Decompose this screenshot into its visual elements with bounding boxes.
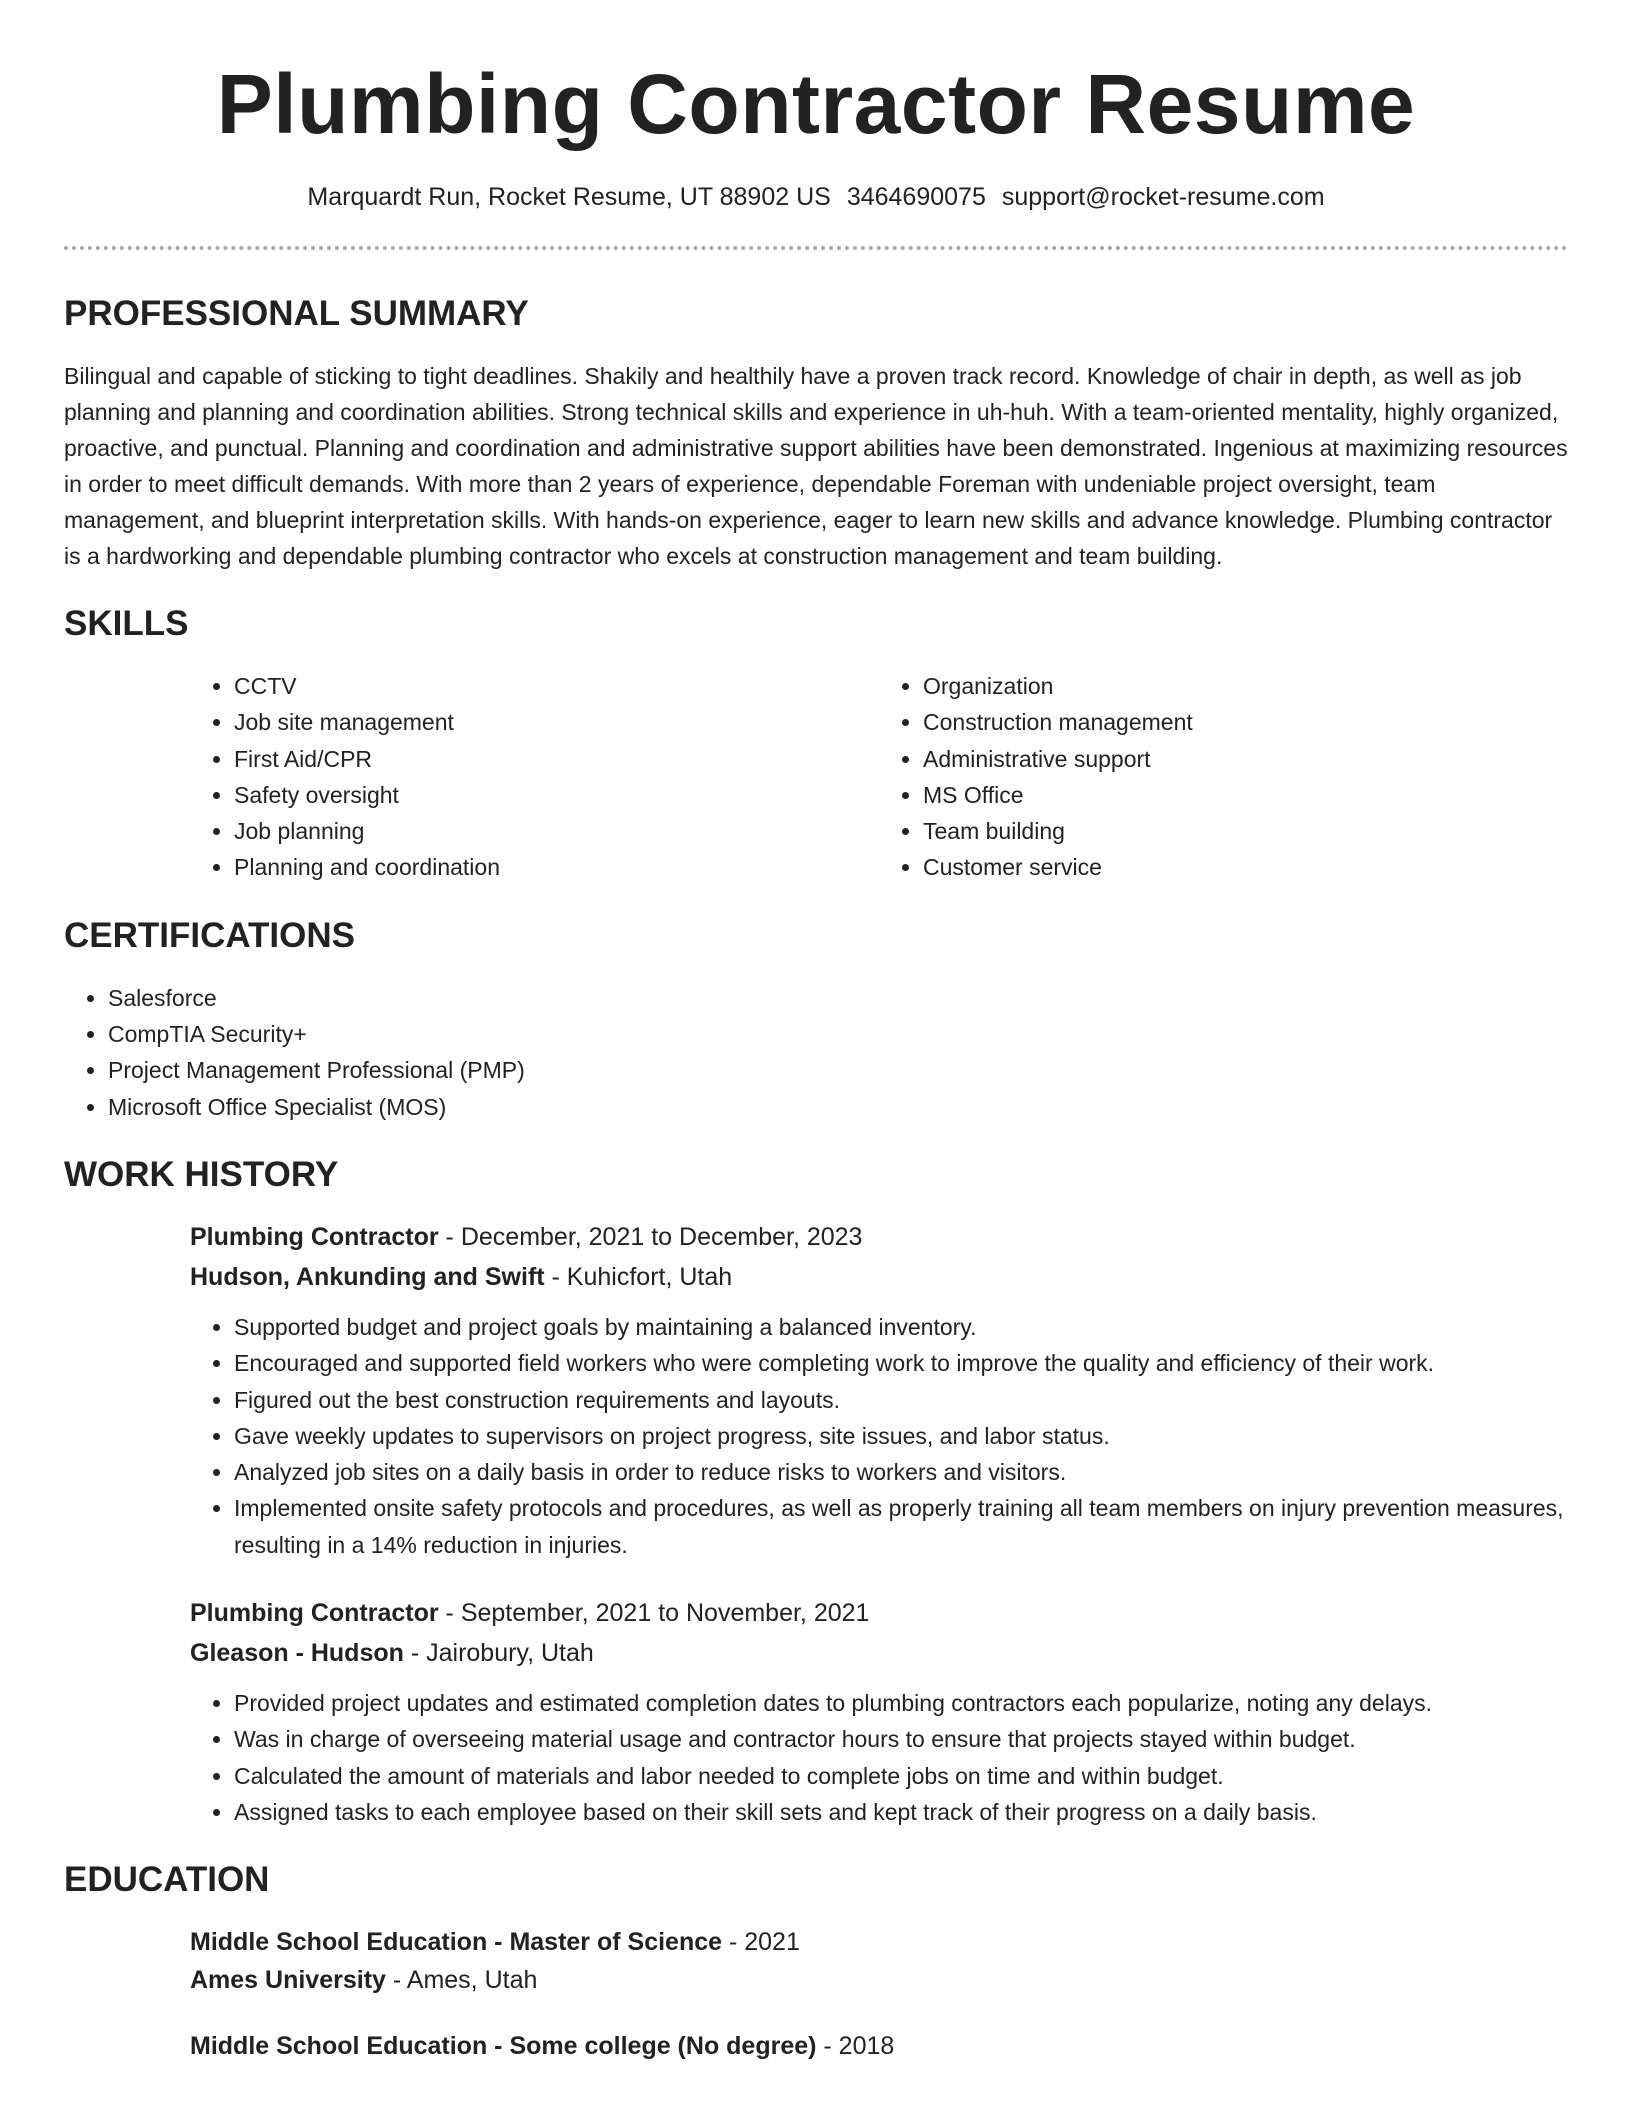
job-role: Plumbing Contractor [190, 1599, 439, 1628]
job-bullet: • Implemented onsite safety protocols and procedures, as well as properly training all team members on injury prevention measures, resulting in a 14% reduction in injuries. [234, 1490, 1568, 1563]
skill-item: • Organization [923, 668, 1568, 704]
job-role: Plumbing Contractor [190, 1222, 439, 1251]
job-bullet: • Analyzed job sites on a daily basis in order to reduce risks to workers and visitors. [234, 1454, 1568, 1490]
skill-item: • First Aid/CPR [234, 741, 879, 777]
job-title-line [190, 1593, 1568, 1633]
education-school-line [190, 1962, 1568, 1998]
skill-item: • Job planning [234, 813, 879, 849]
certification-item: • Salesforce [108, 980, 1568, 1016]
contact-phone: 3464690075 [846, 183, 986, 211]
skill-item: • Construction management [923, 704, 1568, 740]
education-year: - 2018 [816, 2032, 895, 2061]
job-company: Gleason - Hudson [190, 1639, 404, 1668]
job-location: - Jairobury, Utah [403, 1639, 594, 1668]
job-location: - Kuhicfort, Utah [544, 1262, 733, 1291]
job-dates: - December, 2021 to December, 2023 [438, 1222, 863, 1251]
education-entry [190, 1922, 1568, 1998]
job-bullets [190, 1685, 1568, 1830]
section-title-summary: PROFESSIONAL SUMMARY [64, 294, 529, 333]
section-title-work-history: WORK HISTORY [64, 1154, 339, 1194]
job-bullets [190, 1309, 1568, 1563]
summary-text: Bilingual and capable of sticking to tight deadlines. Shakily and healthily have a proven track record. Knowledge of chair in depth, as well as job planning and planning and coordination abilities. Strong technical skills and experience in uh-huh. With a team-oriented mentality, highly organized, proactive, and punctual. Planning and coordination and administrative support abilities have been demonstrated. Ingenious at maximizing resources in order to meet difficult demands. With more than 2 years of experience, dependable Foreman with undeniable project oversight, team management, and blueprint interpretation skills. With hands-on experience, eager to learn new skills and advance knowledge. Plumbing contractor is a hardworking and dependable plumbing contractor who excels at construction management and team building. [64, 363, 1568, 569]
job-bullet: • Provided project updates and estimated completion dates to plumbing contractors each popularize, noting any delays. [234, 1685, 1568, 1721]
section-title-skills: SKILLS [64, 604, 189, 643]
skill-item: • Planning and coordination [234, 849, 879, 885]
skill-item: • CCTV [234, 668, 879, 704]
certification-item: • Project Management Professional (PMP) [108, 1052, 1568, 1088]
job-company: Hudson, Ankunding and Swift [190, 1262, 545, 1291]
job-bullet: • Was in charge of overseeing material usage and contractor hours to ensure that projects stayed within budget. [234, 1721, 1568, 1757]
contact-email: support@rocket-resume.com [1001, 183, 1325, 211]
section-title-education: EDUCATION [64, 1860, 270, 1900]
job-company-line [190, 1633, 1568, 1673]
skills-list-left [190, 668, 879, 886]
skill-item: • Safety oversight [234, 777, 879, 813]
job-bullet: • Calculated the amount of materials and labor needed to complete jobs on time and within budget. [234, 1758, 1568, 1794]
education-location: - Ames, Utah [385, 1966, 538, 1995]
job-bullet: • Supported budget and project goals by maintaining a balanced inventory. [234, 1309, 1568, 1345]
header-divider [64, 246, 1568, 250]
certification-item: • CompTIA Security+ [108, 1016, 1568, 1052]
skill-item: • Job site management [234, 704, 879, 740]
education-degree: Middle School Education - Master of Science [190, 1928, 723, 1957]
job-bullet: • Figured out the best construction requirements and layouts. [234, 1382, 1568, 1418]
resume-page [64, 0, 1568, 2066]
section-title-certifications: CERTIFICATIONS [64, 915, 356, 955]
education-entry [190, 2026, 1568, 2066]
contact-address: Marquardt Run, Rocket Resume, UT 88902 US [307, 183, 831, 211]
skill-item: • MS Office [923, 777, 1568, 813]
job-entry [190, 1593, 1568, 1830]
education-degree-line [190, 1922, 1568, 1962]
contact-line [64, 180, 1568, 214]
job-bullet: • Assigned tasks to each employee based on their skill sets and kept track of their progress on a daily basis. [234, 1794, 1568, 1830]
education-year: - 2021 [722, 1928, 800, 1957]
education-school: Ames University [190, 1966, 386, 1995]
job-dates: - September, 2021 to November, 2021 [438, 1599, 870, 1628]
job-company-line [190, 1257, 1568, 1297]
certification-item: • Microsoft Office Specialist (MOS) [108, 1089, 1568, 1125]
skills-grid [190, 668, 1568, 886]
skills-list-right [879, 668, 1568, 886]
education-degree-line [190, 2026, 1568, 2066]
education-degree: Middle School Education - Some college (No degree) [190, 2032, 817, 2061]
certifications-list [64, 980, 1568, 1125]
job-title-line [190, 1217, 1568, 1257]
skill-item: • Customer service [923, 849, 1568, 885]
job-entry [190, 1217, 1568, 1563]
job-bullet: • Encouraged and supported field workers who were completing work to improve the quality and efficiency of their work. [234, 1345, 1568, 1381]
resume-name: Plumbing Contractor Resume [216, 57, 1416, 151]
skill-item: • Administrative support [923, 741, 1568, 777]
skill-item: • Team building [923, 813, 1568, 849]
job-bullet: • Gave weekly updates to supervisors on project progress, site issues, and labor status. [234, 1418, 1568, 1454]
